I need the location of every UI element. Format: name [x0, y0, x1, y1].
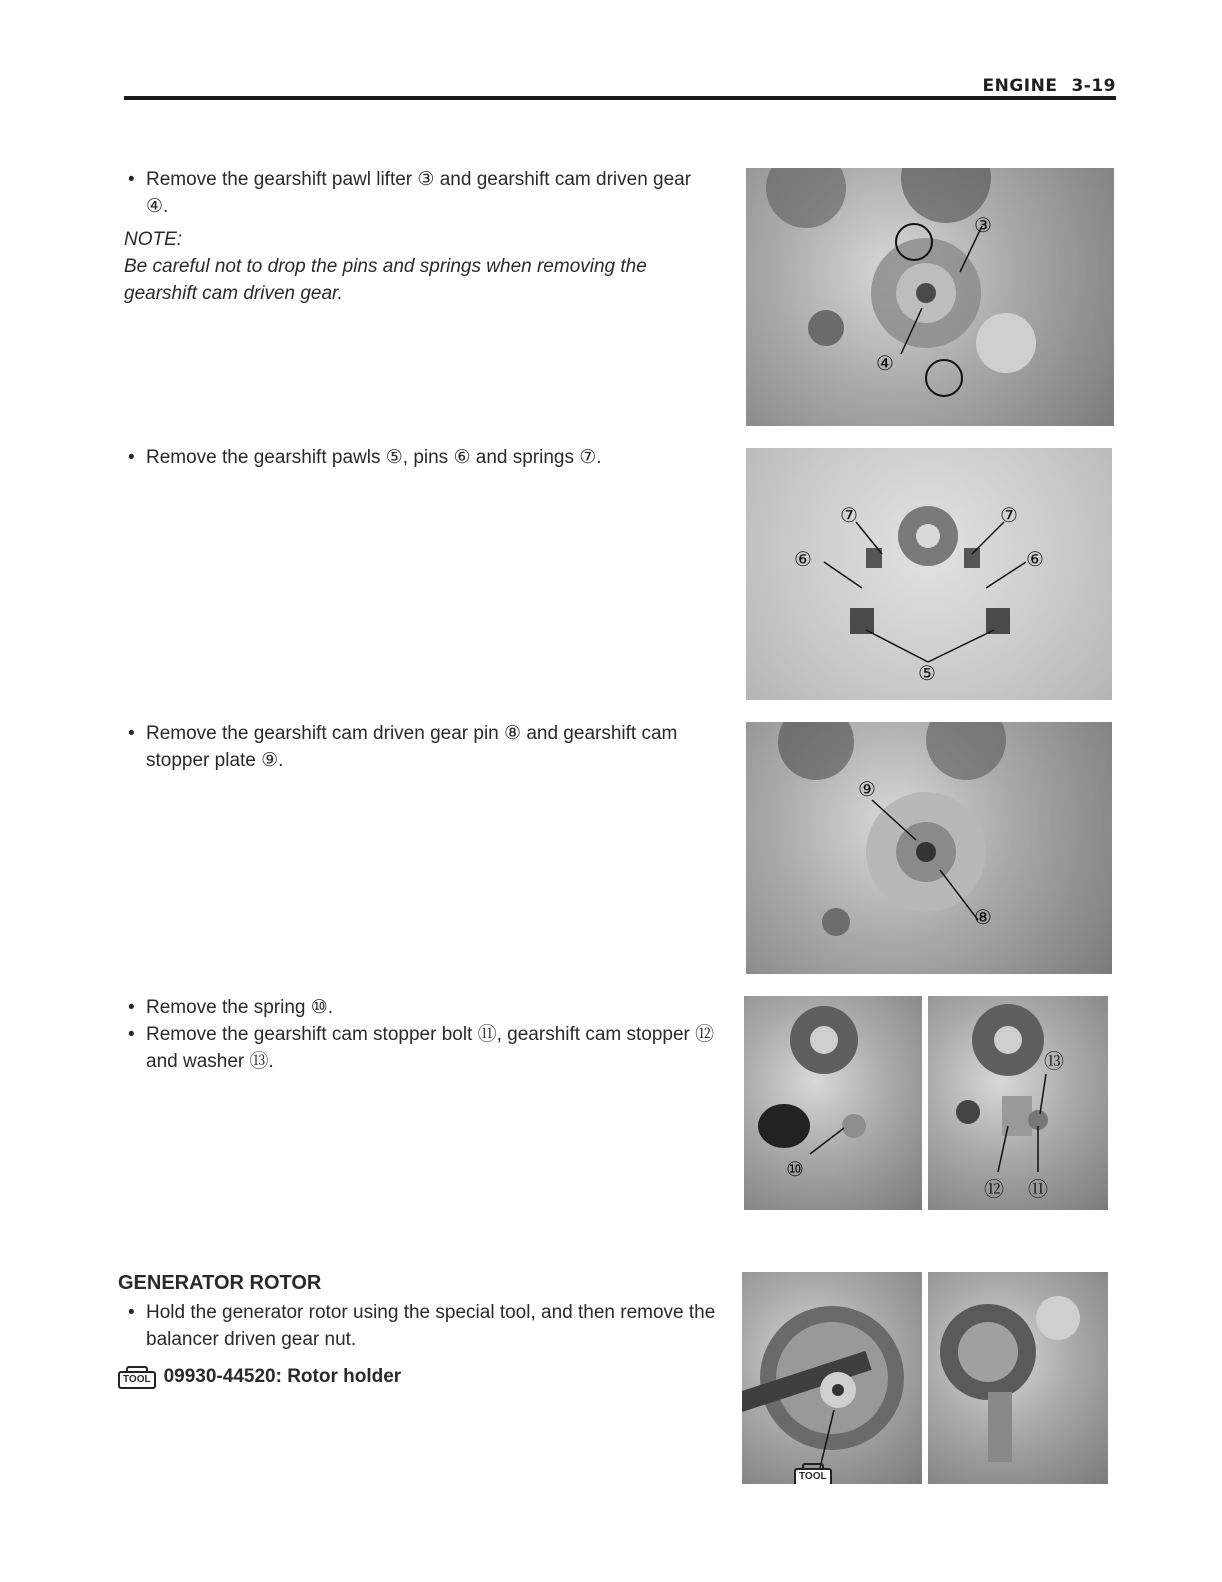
- section-title: ENGINE: [982, 76, 1058, 96]
- toolbox-icon: TOOL: [794, 1468, 832, 1484]
- photo-spring-left: [744, 996, 922, 1210]
- page-number: 3-19: [1071, 76, 1116, 96]
- step-5-text: • Remove the gearshift cam stopper bolt ⑪, gearshift cam stopper ⑫ and washer ⑬.: [118, 1021, 718, 1075]
- note-title: NOTE:: [124, 229, 183, 250]
- callout-3: ③: [974, 213, 992, 237]
- step-block-1: [118, 166, 718, 307]
- callout-7-right: ⑦: [1000, 503, 1018, 527]
- photo-pawls-pins-springs: [746, 448, 1112, 700]
- toolbox-icon: TOOL: [118, 1371, 156, 1389]
- callout-7-left: ⑦: [840, 503, 858, 527]
- photo-stopper-art: [928, 996, 1108, 1210]
- photo-rotor-right: [928, 1272, 1108, 1484]
- step-1-text: • Remove the gearshift pawl lifter ③ and gearshift cam driven gear ④.: [118, 166, 718, 220]
- callout-5: ⑤: [918, 661, 936, 685]
- step-3-text: • Remove the gearshift cam driven gear pin ⑧ and gearshift cam stopper plate ⑨.: [118, 720, 718, 774]
- photo-pawls-art: [746, 448, 1112, 700]
- step-block-2: [118, 444, 718, 471]
- photo-gear-art: [928, 1272, 1108, 1484]
- callout-9: ⑨: [858, 777, 876, 801]
- photo-cam-stopper-plate: [746, 722, 1112, 974]
- callout-6-left: ⑥: [794, 547, 812, 571]
- callout-11: ⑪: [1028, 1177, 1048, 1201]
- generator-rotor-section: [118, 1270, 718, 1390]
- photo-rotor-holder-left: [742, 1272, 922, 1484]
- special-tool-text: 09930-44520: Rotor holder: [163, 1366, 402, 1387]
- callout-4: ④: [876, 351, 894, 375]
- callout-12: ⑫: [984, 1177, 1004, 1201]
- callout-10: ⑩: [786, 1157, 804, 1181]
- callout-6-right: ⑥: [1026, 547, 1044, 571]
- note-body: Be careful not to drop the pins and springs when removing the gearshift cam driven gear.: [124, 256, 647, 304]
- photo-cam-art: [746, 722, 1112, 974]
- step-block-4: [118, 994, 718, 1075]
- step-block-3: [118, 720, 718, 774]
- photo-stopper-right: [928, 996, 1108, 1210]
- step-4-text: • Remove the spring ⑩.: [118, 994, 718, 1021]
- page-header: [982, 76, 1116, 96]
- header-rule: [124, 96, 1116, 100]
- section-heading: GENERATOR ROTOR: [118, 1272, 322, 1294]
- photo-pawl-lifter: [746, 168, 1114, 426]
- generator-step-text: • Hold the generator rotor using the special tool, and then remove the balancer driven gear nut.: [118, 1299, 718, 1353]
- callout-8: ⑧: [974, 905, 992, 929]
- photo-pawl-lifter-art: [746, 168, 1114, 426]
- step-2-text: • Remove the gearshift pawls ⑤, pins ⑥ and springs ⑦.: [118, 444, 718, 471]
- photo-rotor-art: [742, 1272, 922, 1484]
- photo-spring-art: [744, 996, 922, 1210]
- special-tool-line: [118, 1363, 718, 1390]
- callout-13: ⑬: [1044, 1049, 1064, 1073]
